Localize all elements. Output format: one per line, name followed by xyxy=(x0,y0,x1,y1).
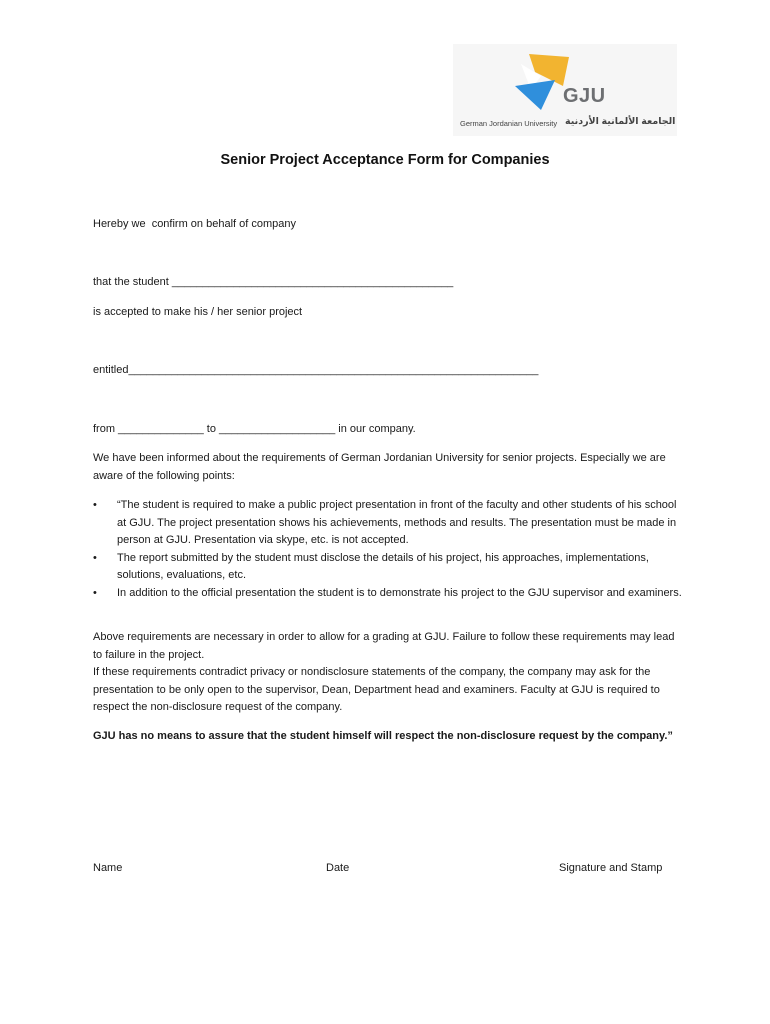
intro-paragraph: We have been informed about the requirements of German Jordanian University for senior projects. Especially we are aware of the following points: xyxy=(93,452,666,482)
requirements-list xyxy=(93,497,685,602)
signature-date-label: Date xyxy=(326,862,350,874)
confirm-line: Hereby we confirm on behalf of company xyxy=(93,218,296,230)
signature-stamp-label: Signature and Stamp xyxy=(559,862,663,874)
bold-statement: GJU has no means to assure that the student himself will respect the non-disclosure request by the company.” xyxy=(93,730,673,742)
list-item: • “The student is required to make a public project presentation in front of the faculty and other students of his school at GJU. The project presentation shows his achievements, methods and results. The presentation must be made in person at GJU. Presentation via skype, etc. is not accepted. xyxy=(93,497,685,550)
logo-abbr: GJU xyxy=(563,85,606,107)
gju-logo xyxy=(453,44,677,136)
logo-name-en: German Jordanian University xyxy=(460,119,558,128)
list-item: • The report submitted by the student must disclose the details of his project, his approaches, implementations, solutions, evaluations, etc. xyxy=(93,550,685,585)
from-to-line: from ______________ to ___________________ in our company. xyxy=(93,423,416,435)
privacy-paragraph: If these requirements contradict privacy or nondisclosure statements of the company, the company may ask for the presentation to be only open to the supervisor, Dean, Department head and examiners. Faculty at GJU is required to respect the non-disclosure request of the company. xyxy=(93,666,660,713)
list-item: • In addition to the official presentation the student is to demonstrate his project to the GJU supervisor and examiners. xyxy=(93,585,685,603)
gju-logo-mark-icon xyxy=(511,52,571,110)
signature-name-label: Name xyxy=(93,862,123,874)
entitled-line: entitled___________________________________________________________________ xyxy=(93,364,539,376)
page-title: Senior Project Acceptance Form for Companies xyxy=(220,152,550,168)
student-line: that the student ______________________________________________ xyxy=(93,276,454,288)
accepted-line: is accepted to make his / her senior project xyxy=(93,306,303,318)
requirements-paragraph: Above requirements are necessary in order to allow for a grading at GJU. Failure to follow these requirements may lead to failure in the project. xyxy=(93,631,675,661)
logo-name-ar: الجامعة الألمانية الأردنية xyxy=(565,116,676,127)
